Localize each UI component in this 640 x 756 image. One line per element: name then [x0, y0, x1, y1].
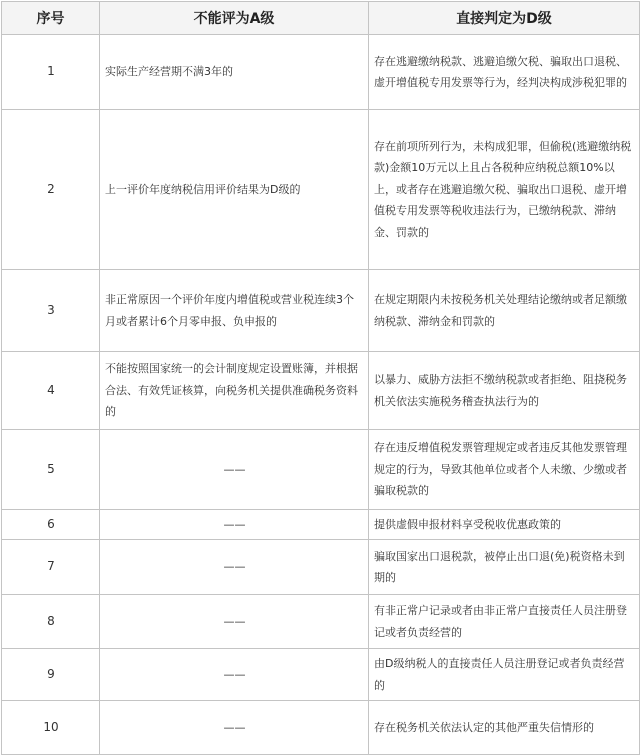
not-grade-a-cell: —— [100, 701, 369, 755]
direct-grade-d-cell: 存在税务机关依法认定的其他严重失信情形的 [369, 701, 640, 755]
table-row [2, 430, 640, 510]
header-serial-number: 序号 [2, 2, 100, 35]
table-row [2, 701, 640, 755]
table-row [2, 352, 640, 430]
row-number: 7 [2, 540, 100, 595]
not-grade-a-cell: 非正常原因一个评价年度内增值税或营业税连续3个月或者累计6个月零申报、负申报的 [100, 270, 369, 352]
not-grade-a-cell: —— [100, 595, 369, 649]
direct-grade-d-cell: 骗取国家出口退税款，被停止出口退(免)税资格未到期的 [369, 540, 640, 595]
row-number: 8 [2, 595, 100, 649]
row-number: 3 [2, 270, 100, 352]
row-number: 6 [2, 510, 100, 540]
not-grade-a-cell: —— [100, 540, 369, 595]
not-grade-a-cell: 上一评价年度纳税信用评价结果为D级的 [100, 110, 369, 270]
not-grade-a-cell: —— [100, 510, 369, 540]
header-row [2, 2, 640, 35]
row-number: 4 [2, 352, 100, 430]
header-not-grade-a: 不能评为A级 [100, 2, 369, 35]
direct-grade-d-cell: 在规定期限内未按税务机关处理结论缴纳或者足额缴纳税款、滞纳金和罚款的 [369, 270, 640, 352]
table-row [2, 649, 640, 701]
not-grade-a-cell: 不能按照国家统一的会计制度规定设置账簿，并根据合法、有效凭证核算，向税务机关提供准确税务资料的 [100, 352, 369, 430]
direct-grade-d-cell: 存在前项所列行为，未构成犯罪，但偷税(逃避缴纳税款)金额10万元以上且占各税种应纳税总额10%以上，或者存在逃避追缴欠税、骗取出口退税、虚开增值税专用发票等税收违法行为，已缴纳税款、滞纳金、罚款的 [369, 110, 640, 270]
table-row [2, 510, 640, 540]
tax-credit-table [1, 1, 640, 755]
row-number: 5 [2, 430, 100, 510]
row-number: 9 [2, 649, 100, 701]
table-row [2, 110, 640, 270]
direct-grade-d-cell: 以暴力、威胁方法拒不缴纳税款或者拒绝、阻挠税务机关依法实施税务稽查执法行为的 [369, 352, 640, 430]
direct-grade-d-cell: 存在逃避缴纳税款、逃避追缴欠税、骗取出口退税、虚开增值税专用发票等行为，经判决构成涉税犯罪的 [369, 35, 640, 110]
header-direct-grade-d: 直接判定为D级 [369, 2, 640, 35]
not-grade-a-cell: —— [100, 430, 369, 510]
row-number: 2 [2, 110, 100, 270]
direct-grade-d-cell: 存在违反增值税发票管理规定或者违反其他发票管理规定的行为，导致其他单位或者个人未缴、少缴或者骗取税款的 [369, 430, 640, 510]
row-number: 10 [2, 701, 100, 755]
direct-grade-d-cell: 提供虚假申报材料享受税收优惠政策的 [369, 510, 640, 540]
table-row [2, 35, 640, 110]
table-row [2, 540, 640, 595]
direct-grade-d-cell: 由D级纳税人的直接责任人员注册登记或者负责经营的 [369, 649, 640, 701]
table-row [2, 270, 640, 352]
not-grade-a-cell: —— [100, 649, 369, 701]
row-number: 1 [2, 35, 100, 110]
direct-grade-d-cell: 有非正常户记录或者由非正常户直接责任人员注册登记或者负责经营的 [369, 595, 640, 649]
table-row [2, 595, 640, 649]
not-grade-a-cell: 实际生产经营期不满3年的 [100, 35, 369, 110]
